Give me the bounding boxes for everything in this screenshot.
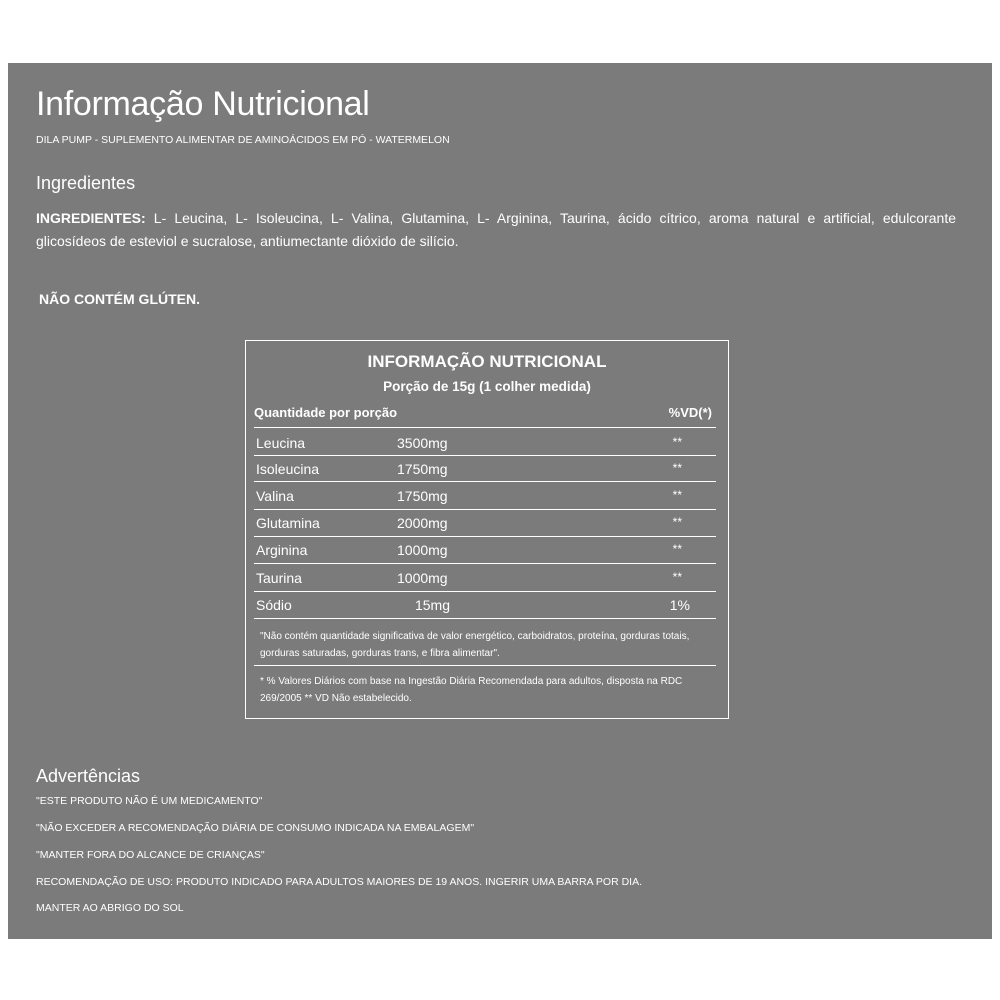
nutrient-vd: ** [672,570,682,584]
nutrient-vd: ** [672,435,682,449]
nutrient-vd: ** [672,488,682,502]
table-row [254,536,716,563]
nutrient-amount: 15mg [414,597,450,613]
nutrient-name: Sódio [256,597,292,613]
warning-line: MANTER AO ABRIGO DO SOL [36,902,184,914]
product-name: DILA PUMP - SUPLEMENTO ALIMENTAR DE AMINOÁCIDOS EM PÓ - WATERMELON [36,134,450,146]
warning-line: "NÃO EXCEDER A RECOMENDAÇÃO DIÁRIA DE CONSUMO INDICADA NA EMBALAGEM" [36,822,475,834]
table-divider [254,665,716,666]
nutrient-vd: ** [672,542,682,556]
nutrient-vd: ** [672,515,682,529]
page-title: Informação Nutricional [36,85,370,123]
nutrient-name: Glutamina [256,515,320,531]
nutrient-name: Arginina [256,542,308,558]
nutrient-name: Valina [256,488,294,504]
table-row [254,591,716,618]
nutrient-name: Isoleucina [256,461,320,477]
table-row [254,564,716,591]
nutrition-table-title: INFORMAÇÃO NUTRICIONAL [367,352,607,371]
header-quantity: Quantidade por porção [254,405,398,420]
warning-line: "MANTER FORA DO ALCANCE DE CRIANÇAS" [36,849,265,861]
nutrition-portion: Porção de 15g (1 colher medida) [383,379,591,394]
nutrient-vd: 1% [669,597,690,613]
nutrition-note-nonsignificant: "Não contém quantidade significativa de valor energético, carboidratos, proteína, gorduras totais, gorduras saturadas, gorduras trans, e fibra alimentar". [260,631,690,659]
warning-line: RECOMENDAÇÃO DE USO: PRODUTO INDICADO PARA ADULTOS MAIORES DE 19 ANOS. INGERIR UMA BARRA POR DIA. [36,876,643,888]
nutrition-table [245,340,729,719]
ingredients-heading: Ingredientes [36,173,136,193]
warning-line: "ESTE PRODUTO NÃO É UM MEDICAMENTO" [36,795,263,807]
nutrition-note-daily-values: * % Valores Diários com base na Ingestão Diária Recomendada para adultos, disposta na RDC 269/2005 ** VD Não estabelecido. [260,676,683,704]
nutrient-amount: 3500mg [397,435,448,451]
nutrient-amount: 1000mg [397,542,448,558]
nutrient-name: Taurina [256,570,302,586]
table-row [254,509,716,536]
nutrient-amount: 1000mg [397,570,448,586]
table-row [254,429,716,456]
nutrient-name: Leucina [256,435,306,451]
nutrient-amount: 2000mg [397,515,448,531]
nutrient-amount: 1750mg [397,488,448,504]
table-row [254,482,716,509]
nutrient-amount: 1750mg [397,461,448,477]
ingredients-list: L- Leucina, L- Isoleucina, L- Valina, Glutamina, L- Arginina, Taurina, ácido cítrico, aroma natural e artificial, edulcorante glicosídeos de esteviol e sucralose, antiumectante dióxido de silício. [36,210,956,249]
nutrient-vd: ** [672,461,682,475]
table-divider [254,618,716,619]
ingredients-text [36,207,956,253]
gluten-note: NÃO CONTÉM GLÚTEN. [39,291,200,307]
warnings-heading: Advertências [36,766,141,786]
ingredients-label: INGREDIENTES: [36,210,146,226]
info-panel [8,63,992,939]
header-vd: %VD(*) [668,405,712,420]
nutrition-header-row [254,405,712,420]
table-divider [254,427,716,428]
table-row [254,455,716,482]
